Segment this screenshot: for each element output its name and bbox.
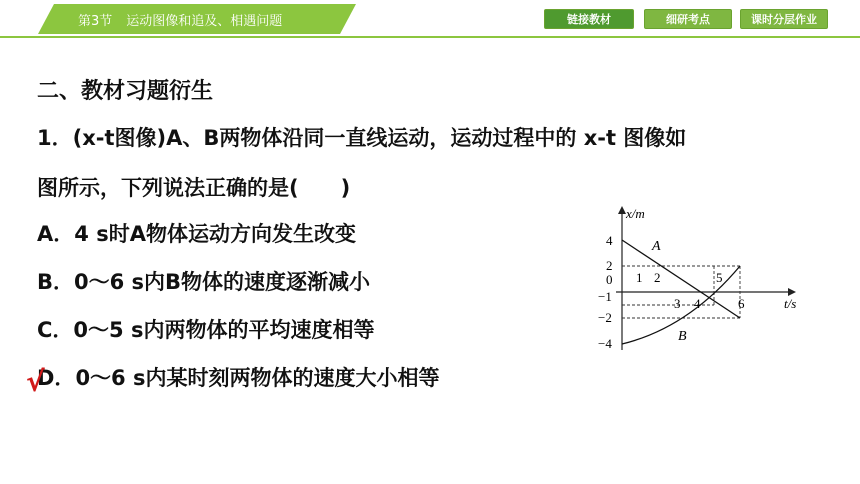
y-tick-neg1: −1 [598,289,612,304]
option-d-label: D． [37,366,76,390]
option-b-text: 0～6 s内B物体的速度逐渐减小 [74,270,371,294]
option-a[interactable] [37,218,356,248]
header-divider [0,36,860,38]
y-tick-4: 4 [606,233,613,248]
lesson-label: 第3节 [78,14,113,29]
option-a-text: 4 s时A物体运动方向发生改变 [74,222,356,246]
option-b-label: B． [37,270,75,294]
question-tag: (x-t图像) [72,126,167,150]
x-tick-6: 6 [738,296,745,311]
option-c-label: C． [37,318,74,342]
y-tick-2: 2 [606,258,613,273]
y-axis-arrow [618,206,626,214]
option-a-label: A． [37,222,75,246]
option-d-text: 0～6 s内某时刻两物体的速度大小相等 [75,366,440,390]
question-stem-line2: 图所示，下列说法正确的是( ) [37,176,351,200]
x-tick-1: 1 [636,270,643,285]
x-tick-5: 5 [716,270,723,285]
option-d[interactable] [37,362,439,392]
lesson-title [78,10,282,29]
option-c-text: 0～5 s内两物体的平均速度相等 [73,318,375,342]
option-c[interactable] [37,314,374,344]
curve-b-label: B [678,329,687,344]
x-tick-2: 2 [654,270,661,285]
lesson-title-text: 运动图像和追及、相遇问题 [126,14,283,29]
y-tick-0: 0 [606,272,613,287]
option-b[interactable] [37,266,370,296]
nav-study-points-button[interactable]: 细研考点 [644,9,732,29]
x-axis-arrow [788,288,796,296]
section-title: 二、教材习题衍生 [37,79,214,104]
y-tick-neg4: −4 [598,336,612,350]
answer-check-icon: √ [26,365,45,398]
nav-homework-button[interactable]: 课时分层作业 [740,9,828,29]
x-axis-label: t/s [784,296,797,311]
x-tick-4: 4 [694,296,701,311]
question-stem-part1: A、B两物体沿同一直线运动，运动过程中的 x-t 图像如 [166,126,687,150]
top-bar [0,0,860,36]
nav-link-textbook-button[interactable]: 链接教材 [544,9,634,29]
question-number: 1． [37,126,73,150]
y-tick-neg2: −2 [598,310,612,325]
y-axis-label: x/m [626,206,645,221]
line-a-label: A [652,239,661,254]
xt-graph [588,200,818,350]
x-tick-3: 3 [674,296,681,311]
question-stem-line1 [37,122,686,152]
